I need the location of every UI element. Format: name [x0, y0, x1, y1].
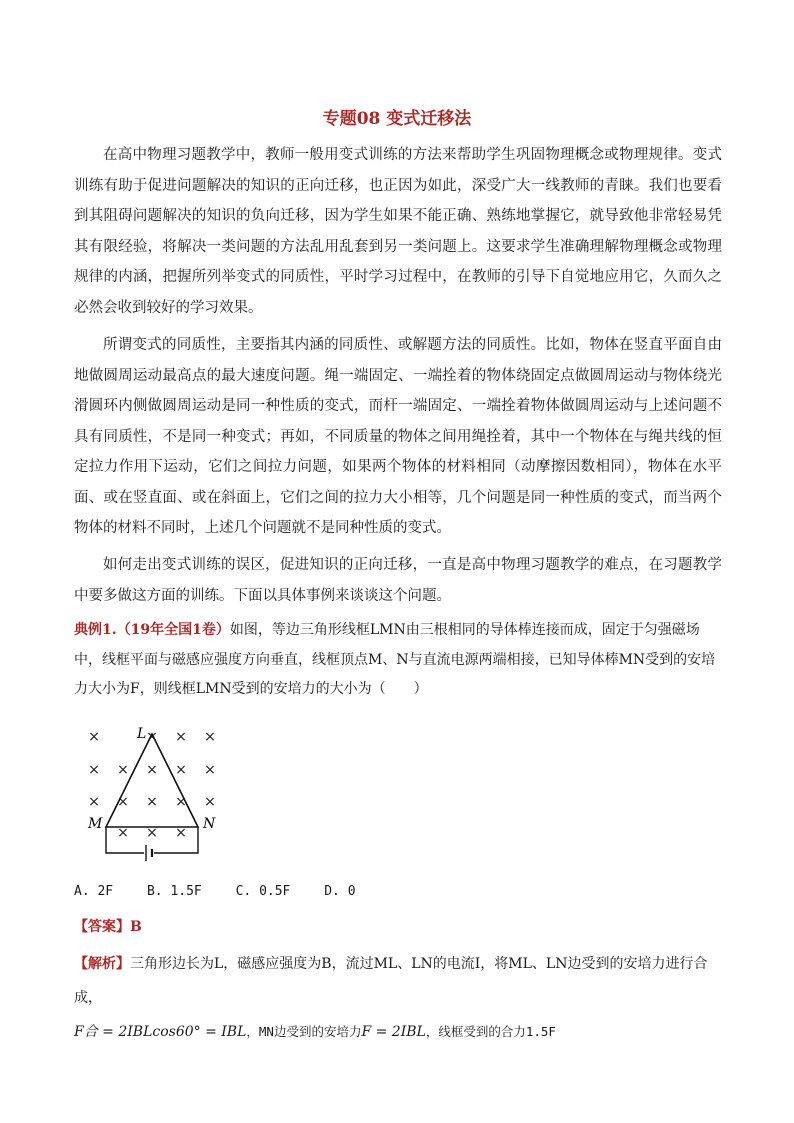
example-question — [74, 616, 724, 705]
answer-value: B — [130, 919, 142, 935]
analysis-mid: ，MN边受到的安培力 — [246, 1024, 362, 1039]
label-N: N — [203, 816, 216, 832]
cross-mark: × — [146, 762, 158, 778]
cross-mark: × — [204, 794, 216, 810]
cross-mark: × — [88, 794, 100, 810]
answer-label: 【答案】 — [74, 919, 130, 935]
cross-mark: × — [117, 794, 129, 810]
analysis-section — [74, 947, 734, 1049]
cross-mark: × — [117, 825, 129, 841]
cross-mark: × — [204, 762, 216, 778]
cross-mark: × — [146, 825, 158, 841]
paragraph-homogeneity: 所谓变式的同质性，主要指其内涵的同质性、或解题方法的同质性。比如，物体在竖直平面自由地做圆周运动最高点的最大速度问题。绳一端固定、一端拴着的物体绕固定点做圆周运动与物体绕光滑圆环内侧做圆周运动是同一种性质的变式，而杆一端固定、一端拴着物体做圆周运动与上述问题不具有同质性，不是同一种变式；再如，不同质量的物体之间用绳拴着，其中一个物体在与绳共线的恒定拉力作用下运动，它们之间拉力问题，如果两个物体的材料相同（动摩擦因数相同），物体在水平面、或在竖直面、或在斜面上，它们之间的拉力大小相等，几个问题是同一种性质的变式，而当两个物体的材料不同时，上述几个问题就不是同种性质的变式。 — [74, 337, 722, 536]
paragraph-transition: 如何走出变式训练的误区，促进知识的正向迁移，一直是高中物理习题教学的难点，在习题教学中要多做这方面的训练。下面以具体事例来谈谈这个问题。 — [74, 557, 722, 604]
example-text: 如图，等边三角形线框LMN由三根相同的导体棒连接而成，固定于匀强磁场中，线框平面与磁感应强度方向垂直，线框顶点M、N与直流电源两端相接，已知导体棒MN受到的安培力大小为F，则线框LMN受到的安培力的大小为（ ） — [74, 622, 716, 697]
analysis-label: 【解析】 — [74, 956, 130, 972]
choice-a: A. 2F — [74, 884, 114, 899]
cross-mark: × — [88, 729, 100, 745]
cross-mark: × — [146, 794, 158, 810]
label-M: M — [88, 816, 103, 832]
triangle-frame-figure — [82, 722, 232, 872]
label-L: L — [137, 726, 147, 742]
formula-resultant: F合 = 2IBLcos60° = IBL — [74, 1024, 247, 1040]
choice-c: C. 0.5F — [235, 884, 291, 899]
paragraph-intro: 在高中物理习题教学中，教师一般用变式训练的方法来帮助学生巩固物理概念或物理规律。变式训练有助于促进问题解决的知识的正向迁移，也正因为如此，深受广大一线教师的青睐。我们也要看到其阻碍问题解决的知识的负向迁移，因为学生如果不能正确、熟练地掌握它，就导致他非常轻易凭其有限经验，将解决一类问题的方法乱用乱套到另一类问题上。这要求学生准确理解物理概念或物理规律的内涵，把握所列举变式的同质性，平时学习过程中，在教师的引导下自觉地应用它，久而久之必然会收到较好的学习效果。 — [74, 147, 722, 316]
cross-mark: × — [175, 762, 187, 778]
answer-line — [74, 916, 142, 936]
choice-b: B. 1.5F — [146, 884, 202, 899]
cross-mark: × — [175, 729, 187, 745]
cross-mark: × — [204, 729, 216, 745]
example-label: 典例1. — [74, 622, 117, 638]
example-source: （19年全国1卷） — [116, 622, 230, 638]
page-title: 专题08 变式迁移法 — [322, 109, 472, 129]
choice-d: D. 0 — [324, 884, 356, 899]
answer-choices — [74, 884, 382, 899]
cross-mark: × — [175, 794, 187, 810]
formula-mn: F = 2IBL — [361, 1024, 426, 1040]
cross-mark: × — [117, 762, 129, 778]
cross-mark: × — [175, 825, 187, 841]
analysis-tail: ，线框受到的合力1.5F — [425, 1024, 556, 1039]
cross-mark: × — [88, 762, 100, 778]
analysis-line1: 三角形边长为L，磁感应强度为B，流过ML、LN的电流I，将ML、LN边受到的安培力进行合成， — [74, 956, 708, 1006]
cross-mark: × — [146, 729, 158, 745]
triangle-frame — [106, 734, 198, 827]
